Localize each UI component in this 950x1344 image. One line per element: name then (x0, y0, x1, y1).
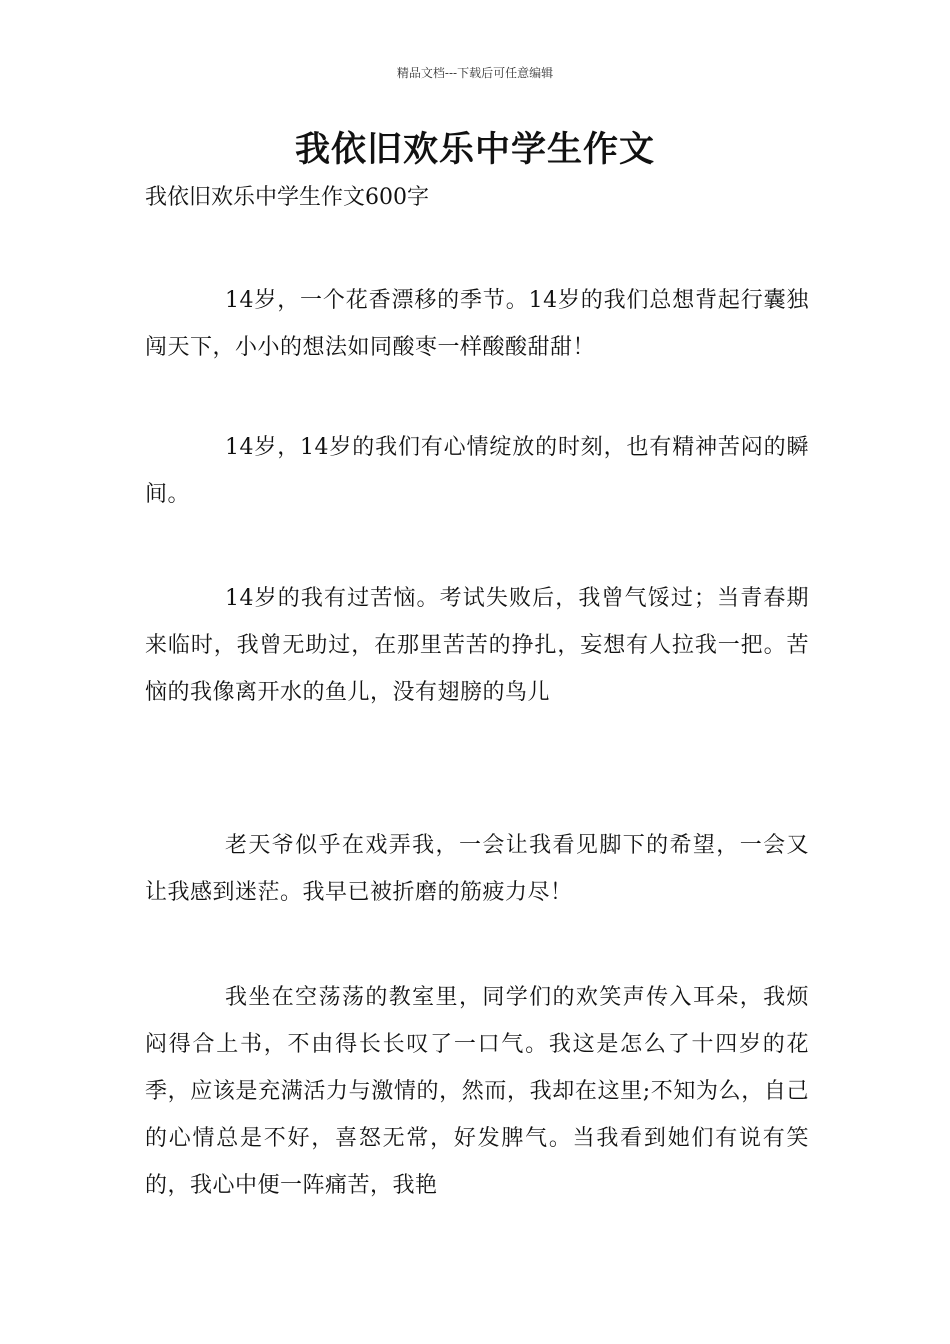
essay-paragraph: 14岁的我有过苦恼。考试失败后，我曾气馁过；当青春期来临时，我曾无助过，在那里苦苦的挣扎，妄想有人拉我一把。苦恼的我像离开水的鱼儿，没有翅膀的鸟儿 (145, 586, 809, 705)
essay-paragraph: 老天爷似乎在戏弄我，一会让我看见脚下的希望，一会又让我感到迷茫。我早已被折磨的筋疲力尽！ (145, 833, 809, 905)
essay-paragraph: 14岁，一个花香漂移的季节。14岁的我们总想背起行囊独闯天下，小小的想法如同酸枣一样酸酸甜甜！ (145, 288, 809, 360)
essay-subtitle: 我依旧欢乐中学生作文600字 (145, 185, 429, 210)
essay-paragraph: 14岁，14岁的我们有心情绽放的时刻，也有精神苦闷的瞬间。 (145, 435, 809, 507)
essay-title: 我依旧欢乐中学生作文 (294, 130, 655, 170)
essay-paragraph: 我坐在空荡荡的教室里，同学们的欢笑声传入耳朵，我烦闷得合上书，不由得长长叹了一口气。我这是怎么了十四岁的花季，应该是充满活力与激情的，然而，我却在这里;不知为么，自己的心情总是不好，喜怒无常，好发脾气。当我看到她们有说有笑的，我心中便一阵痛苦，我艳 (145, 985, 809, 1198)
page-header: 精品文档---下载后可任意编辑 (396, 66, 554, 80)
